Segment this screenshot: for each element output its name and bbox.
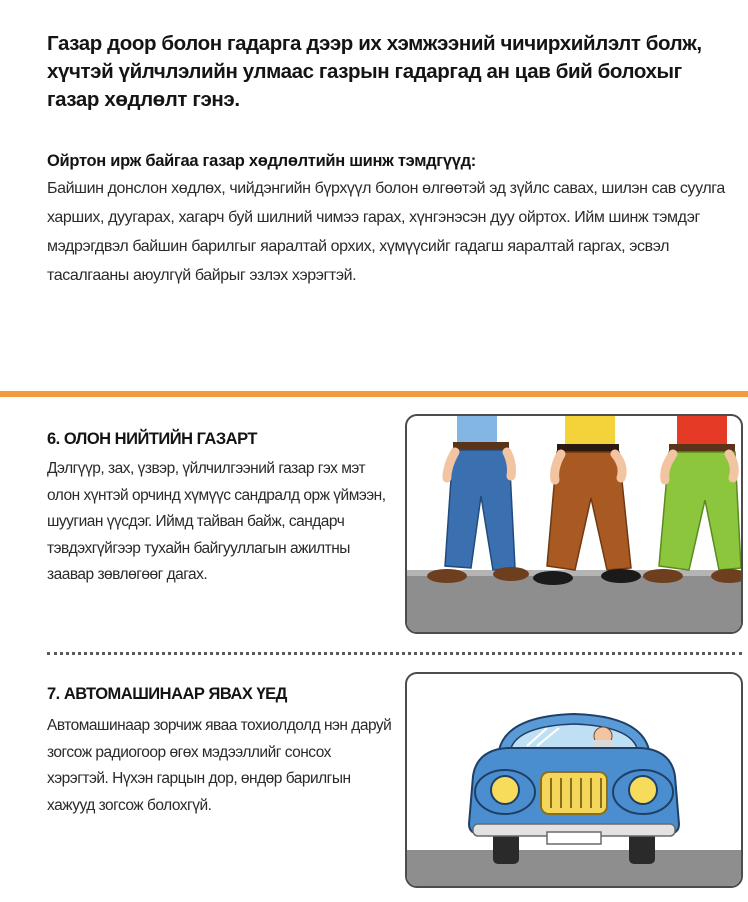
dotted-divider — [47, 652, 742, 655]
section-7-title: 7. АВТОМАШИНААР ЯВАХ ҮЕД — [47, 685, 287, 703]
orange-divider — [0, 391, 748, 397]
intro-paragraph: Газар доор болон гадарга дээр их хэмжээний чичирхийлэлт болж, хүчтэй үйлчлэлийн улмаас газрын гадаргад ан цав бий болохыг газар хөдлөлт гэнэ. — [47, 32, 702, 111]
section-7-text: Автомашинаар зорчиж яваа тохиолдолд нэн даруй зогсож радиогоор өгөх мэдээллийг сонсох хэрэгтэй. Нүхэн гарцын дор, өндөр барилгын хажууд зогсож болохгүй. — [47, 717, 392, 814]
section-6-text: Дэлгүүр, зах, үзвэр, үйлчилгээний газар гэх мэт олон хүнтэй орчинд хүмүүс сандралд орж үймээн, шуугиан үүсдэг. Иймд тайван байж, сандарч тэвдэхгүйгээр тухайн байгууллагын ажилтны заавар зөвлөгөөг дагах. — [47, 460, 386, 583]
section-6-title: 6. ОЛОН НИЙТИЙН ГАЗАРТ — [47, 430, 257, 448]
warning-signs-heading: Ойртон ирж байгаа газар хөдлөлтийн шинж тэмдгүүд: — [47, 152, 476, 170]
crowd-illustration — [405, 414, 743, 634]
car-illustration — [405, 672, 743, 888]
warning-signs-text: Байшин донслон хөдлөх, чийдэнгийн бүрхүүл болон өлгөөтэй эд зүйлс савах, шилэн сав суулга харших, дуугарах, хагарч буй шилний чимээ гарах, хүнгэнэсэн дуу ойртох. Ийм шинж тэмдэг мэдрэгдвэл байшин барилгыг яаралтай орхих, хүмүүсийг гадагш яаралтай гаргах, эсвэл тасалгааны аюулгүй байрыг эзлэх хэрэгтэй. — [47, 180, 725, 284]
